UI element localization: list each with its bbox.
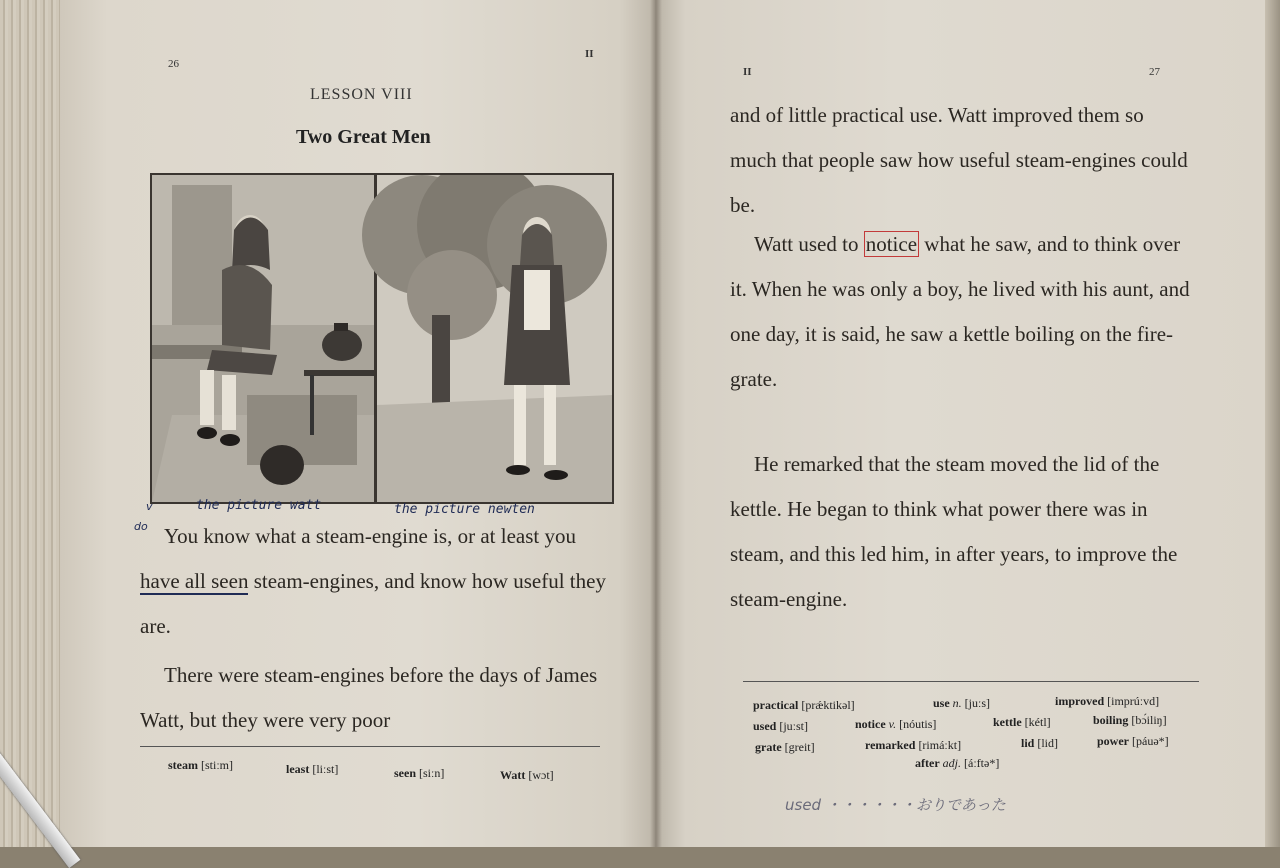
vocab-practical: practical [prǽktikəl] [753, 698, 855, 712]
right-p2-after: what he saw, and to think over it. When he was only a boy, he lived with his aunt, and one day, it is said, he saw a kettle boiling on the fire-grate. [730, 232, 1190, 391]
underlined-phrase: have all seen [140, 569, 249, 593]
vocab-grate: grate [greit] [755, 740, 815, 754]
vocab-lid: lid [lid] [1021, 736, 1059, 750]
right-paragraph-1: and of little practical use. Watt improved them so much that people saw how useful steam-engines could be. [730, 103, 1188, 217]
vocab-rule-left [140, 746, 600, 747]
lesson-illustration [150, 173, 614, 504]
vocab-improved: improved [imprúːvd] [1055, 694, 1160, 708]
vocab-least: least [liːst] [286, 762, 339, 776]
right-paragraph-3: He remarked that the steam moved the lid of the kettle. He began to think what power there was in steam, and this led him, in after years, to improve the steam-engine. [730, 452, 1178, 611]
vocab-kettle: kettle [kétl] [993, 715, 1051, 729]
vocab-use: use n. [juːs] [933, 696, 991, 710]
boxed-word-notice: notice [865, 232, 918, 256]
vocab-used: used [juːst] [753, 719, 809, 733]
page-number-left: 26 [168, 58, 179, 70]
vocab-power: power [páuə*] [1097, 734, 1169, 748]
left-page [60, 0, 655, 847]
left-paragraph-1 [140, 514, 610, 649]
caption-newton: the picture newten [394, 502, 535, 517]
vocab-after: after adj. [áːftə*] [915, 756, 1000, 770]
lesson-title: LESSON VIII [310, 86, 413, 103]
book-right-edge [1265, 0, 1280, 847]
section-mark-right: II [743, 66, 752, 78]
vocab-steam: steam [stiːm] [168, 758, 233, 772]
left-p1-before: You know what a steam-engine is, or at least you [164, 524, 576, 548]
vocab-notice: notice v. [nóutis] [855, 717, 937, 731]
vocab-boiling: boiling [bɔ́iliŋ] [1093, 713, 1167, 727]
left-p1-after: steam-engines, and know how useful they are. [140, 569, 606, 638]
book-spine [650, 0, 662, 847]
right-page [655, 0, 1265, 847]
caption-watt: the picture watt [196, 498, 322, 513]
margin-note-do: do [134, 520, 148, 533]
right-paragraph-2 [730, 222, 1195, 402]
vocab-seen: seen [siːn] [394, 766, 445, 780]
handwritten-note: used ・・・・・・おりであった [785, 796, 1006, 814]
left-paragraph-2: There were steam-engines before the days of James Watt, but they were very poor [140, 663, 598, 732]
section-mark-left: II [585, 48, 594, 60]
page-number-right: 27 [1149, 66, 1160, 78]
book-page-edges [0, 0, 60, 847]
vocab-remarked: remarked [rimáːkt] [865, 738, 962, 752]
right-p2-before: Watt used to [754, 232, 864, 256]
vocab-rule-right [743, 681, 1199, 682]
margin-check-mark: v [146, 500, 153, 513]
vocab-watt: Watt [wɔt] [500, 768, 554, 782]
lesson-heading: Two Great Men [296, 126, 431, 148]
